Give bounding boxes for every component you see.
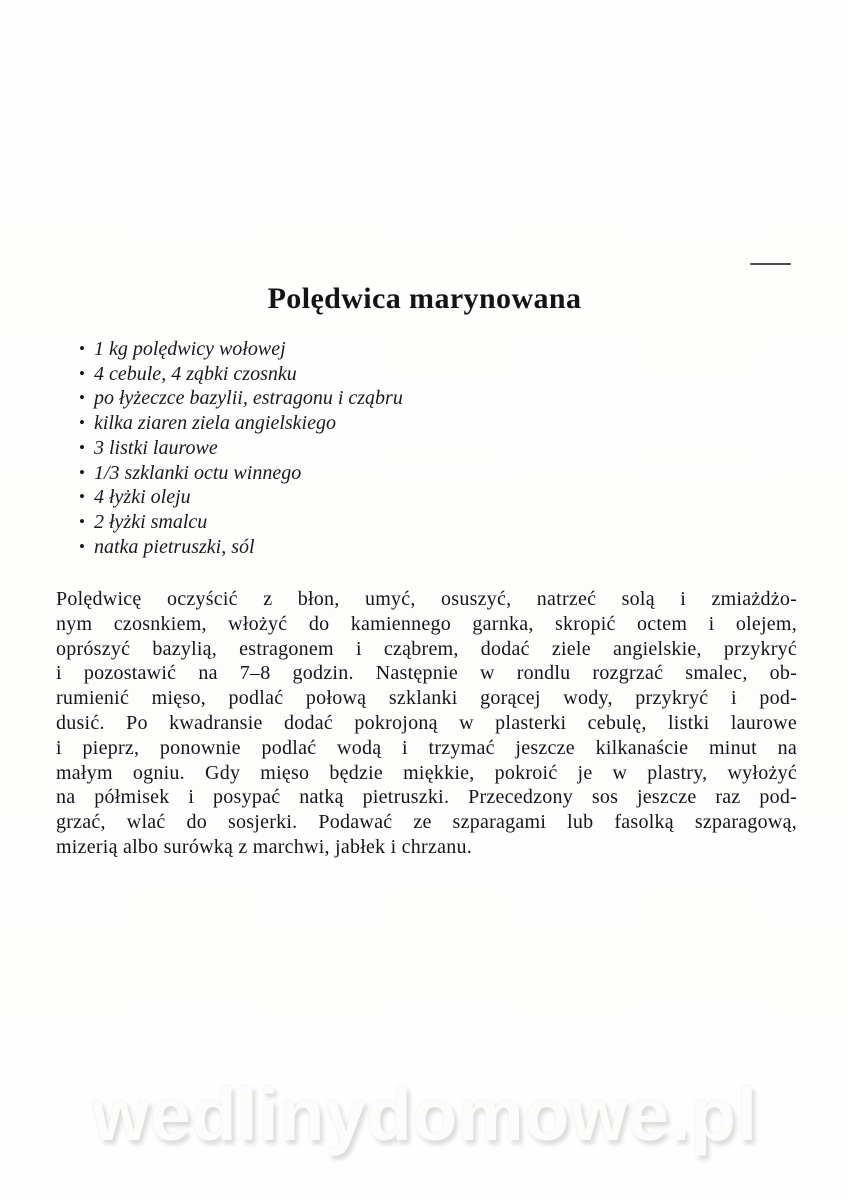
bullet-icon: • (79, 487, 85, 507)
recipe-title: Polędwica marynowana (267, 282, 582, 315)
ingredient-text: natka pietruszki, sól (94, 535, 255, 558)
ingredient-text: 3 listki laurowe (94, 436, 218, 459)
ingredient-text: 1/3 szklanki octu winnego (94, 461, 302, 484)
ingredient-item (79, 411, 699, 436)
ingredient-list (79, 337, 699, 559)
instruction-line: i pozostawić na 7–8 godzin. Następnie w rondlu rozgrzać smalec, ob- (56, 662, 797, 685)
bullet-icon: • (79, 437, 85, 457)
ingredient-item (79, 337, 699, 362)
instruction-line: rumienić mięso, podlać połową szklanki gorącej wody, przykryć i pod- (56, 687, 797, 710)
ingredient-text: 4 łyżki oleju (94, 486, 191, 509)
instruction-line: nym czosnkiem, włożyć do kamiennego garnka, skropić octem i olejem, (56, 612, 797, 635)
bullet-icon: • (79, 413, 85, 433)
ingredient-text: po łyżeczce bazylii, estragonu i cząbru (94, 387, 403, 410)
bullet-icon: • (79, 462, 85, 482)
bullet-icon: • (79, 363, 85, 383)
watermark-text: wedlinydomowe.pl (91, 1073, 758, 1156)
instruction-line: na półmisek i posypać natką pietruszki. Przecedzony sos jeszcze raz pod- (56, 786, 797, 809)
ingredient-item (79, 485, 699, 510)
instruction-line: dusić. Po kwadransie dodać pokrojoną w plasterki cebulę, listki laurowe (56, 711, 797, 734)
bullet-icon: • (79, 388, 85, 408)
ingredient-item (79, 510, 699, 535)
ingredient-text: 1 kg polędwicy wołowej (94, 338, 286, 360)
ingredient-item (79, 535, 699, 560)
instruction-line: małym ogniu. Gdy mięso będzie miękkie, pokroić je w plastry, wyłożyć (56, 761, 797, 784)
ingredient-text: 4 cebule, 4 ząbki czosnku (94, 362, 297, 385)
ingredient-text: kilka ziaren ziela angielskiego (94, 412, 336, 435)
ingredient-item (79, 386, 699, 411)
instruction-line: grzać, wlać do sosjerki. Podawać ze szparagami lub fasolką szparagową, (56, 811, 797, 834)
bullet-icon: • (79, 536, 85, 556)
ingredient-item (79, 461, 699, 486)
instruction-line: Polędwicę oczyścić z błon, umyć, osuszyć, natrzeć solą i zmiażdżo- (56, 588, 797, 610)
instruction-paragraph (56, 587, 797, 860)
instruction-line: oprószyć bazylią, estragonem i cząbrem, dodać ziele angielskie, przykryć (56, 637, 797, 660)
bullet-icon: • (79, 339, 85, 358)
instruction-line: i pieprz, ponownie podlać wodą i trzymać jeszcze kilkanaście minut na (56, 736, 797, 759)
ingredient-text: 2 łyżki smalcu (94, 510, 208, 533)
page-corner-rule (750, 263, 791, 265)
instruction-line: mizerią albo surówką z marchwi, jabłek i chrzanu. (56, 835, 472, 858)
ingredient-item (79, 362, 699, 387)
ingredient-item (79, 436, 699, 461)
bullet-icon: • (79, 511, 85, 531)
